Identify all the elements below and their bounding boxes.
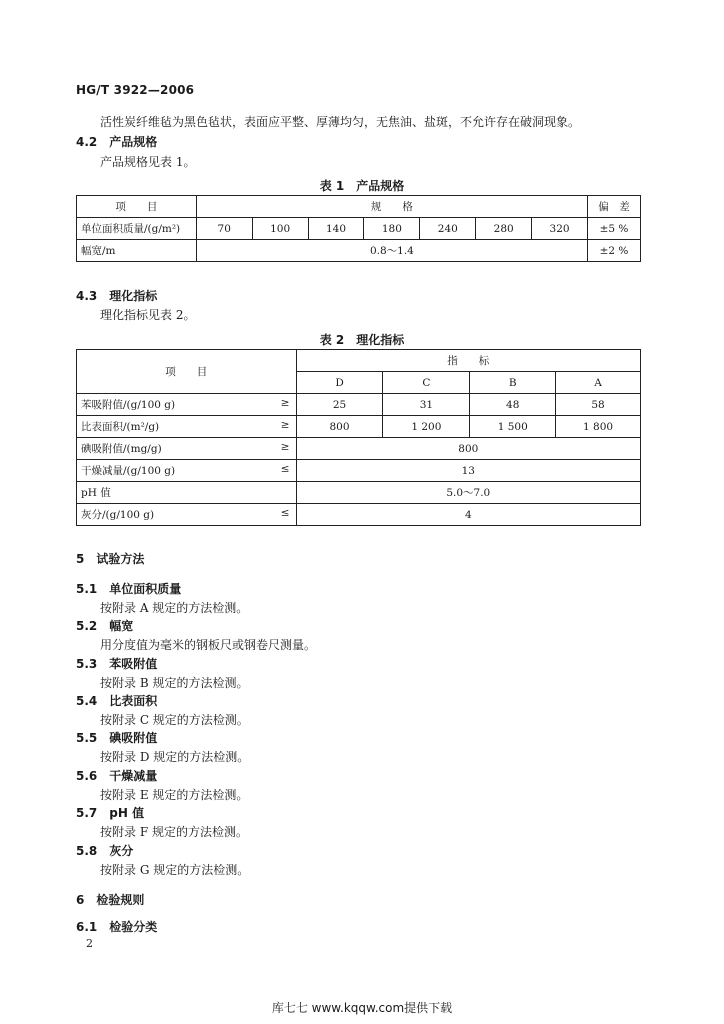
- section-4-3-heading: [76, 287, 157, 304]
- section-number: 5.7: [76, 806, 98, 820]
- table2-grade: D: [296, 372, 383, 394]
- section-5-4-text: 按附录 C 规定的方法检测。: [100, 713, 249, 727]
- table2-row-label: [77, 394, 297, 416]
- section-number: 4.3: [76, 289, 98, 303]
- section-5-8-heading: [76, 842, 133, 859]
- page-number: 2: [86, 937, 93, 950]
- document-code: HG/T 3922—2006: [76, 83, 195, 97]
- table2-header-item: 项 目: [77, 350, 297, 394]
- comparison-symbol: ≥: [280, 419, 290, 431]
- table2-cell: 1 200: [383, 416, 470, 438]
- table2-row-label: [77, 482, 297, 504]
- comparison-symbol: ≥: [280, 397, 290, 409]
- table1-header-item: 项 目: [77, 196, 197, 218]
- table2-cell: 58: [556, 394, 641, 416]
- table2-caption: 表 2 理化指标: [319, 333, 405, 347]
- table1-cell: 100: [252, 218, 308, 240]
- table2-cell: 13: [296, 460, 640, 482]
- section-number: 6.1: [76, 920, 98, 934]
- row-label-text: 灰分/(g/100 g): [81, 509, 155, 521]
- table1-cell: 180: [364, 218, 420, 240]
- table1-product-specs: [76, 195, 641, 262]
- section-title: 试验方法: [96, 552, 145, 566]
- section-5-2-heading: [76, 617, 133, 634]
- section-number: 5.1: [76, 582, 98, 596]
- table1-row-label: 幅宽/m: [77, 240, 197, 262]
- table1-cell: 140: [308, 218, 364, 240]
- section-4-2-text: 产品规格见表 1。: [100, 155, 196, 169]
- table1-cell-deviation: ±2 %: [588, 240, 641, 262]
- section-number: 5.3: [76, 657, 98, 671]
- table2-grade: B: [470, 372, 556, 394]
- section-4-3-text: 理化指标见表 2。: [100, 308, 196, 322]
- section-5-1-heading: [76, 580, 181, 597]
- comparison-symbol: ≤: [280, 507, 290, 519]
- section-5-5-text: 按附录 D 规定的方法检测。: [100, 750, 250, 764]
- section-title: 比表面积: [109, 694, 158, 708]
- section-number: 4.2: [76, 135, 98, 149]
- row-label-text: 苯吸附值/(g/100 g): [81, 399, 176, 411]
- table2-physicochemical: [76, 349, 641, 526]
- section-title: 单位面积质量: [109, 582, 182, 596]
- comparison-symbol: ≤: [280, 463, 290, 475]
- table2-grade: A: [556, 372, 641, 394]
- table2-row-label: [77, 504, 297, 526]
- row-label-text: 干燥减量/(g/100 g): [81, 465, 176, 477]
- table2-cell: 4: [296, 504, 640, 526]
- table2-cell: 800: [296, 438, 640, 460]
- section-title: 理化指标: [109, 289, 158, 303]
- section-number: 5.5: [76, 731, 98, 745]
- row-label-text: pH 值: [81, 487, 111, 499]
- section-5-7-text: 按附录 F 规定的方法检测。: [100, 825, 248, 839]
- section-5-7-heading: [76, 804, 144, 821]
- table2-row-label: [77, 460, 297, 482]
- section-title: 检验规则: [96, 893, 145, 907]
- section-6-1-heading: [76, 918, 157, 935]
- section-6-heading: [76, 891, 144, 908]
- table1-cell: 280: [476, 218, 532, 240]
- table2-grade: C: [383, 372, 470, 394]
- comparison-symbol: ≥: [280, 441, 290, 453]
- section-title: pH 值: [109, 806, 145, 820]
- download-footer: 库七七 www.kqqw.com提供下载: [271, 1001, 453, 1015]
- intro-paragraph: 活性炭纤维毡为黑色毡状，表面应平整、厚薄均匀，无焦油、盐斑，不允许存在破洞现象。: [100, 115, 581, 129]
- section-5-3-text: 按附录 B 规定的方法检测。: [100, 676, 249, 690]
- section-title: 干燥减量: [109, 769, 158, 783]
- table2-header-index: 指 标: [296, 350, 640, 372]
- section-title: 幅宽: [109, 619, 134, 633]
- table2-cell: 800: [296, 416, 383, 438]
- table2-cell: 48: [470, 394, 556, 416]
- table1-row-label: 单位面积质量/(g/m²): [77, 218, 197, 240]
- row-label-text: 比表面积/(m²/g): [81, 421, 160, 433]
- table1-cell: 0.8～1.4: [196, 240, 587, 262]
- section-5-5-heading: [76, 729, 157, 746]
- section-title: 检验分类: [109, 920, 158, 934]
- table2-cell: 1 800: [556, 416, 641, 438]
- table1-cell: 70: [196, 218, 252, 240]
- table1-header-spec: 规 格: [196, 196, 587, 218]
- section-5-6-heading: [76, 767, 157, 784]
- section-title: 产品规格: [109, 135, 158, 149]
- section-title: 苯吸附值: [109, 657, 158, 671]
- section-title: 碘吸附值: [109, 731, 158, 745]
- section-5-3-heading: [76, 655, 157, 672]
- section-5-heading: [76, 550, 144, 567]
- section-number: 5.4: [76, 694, 98, 708]
- section-number: 5: [76, 552, 85, 566]
- table1-cell: 320: [532, 218, 588, 240]
- section-5-4-heading: [76, 692, 157, 709]
- table1-cell-deviation: ±5 %: [588, 218, 641, 240]
- table2-cell: 5.0～7.0: [296, 482, 640, 504]
- section-5-2-text: 用分度值为毫米的钢板尺或钢卷尺测量。: [100, 638, 317, 652]
- section-number: 5.2: [76, 619, 98, 633]
- section-4-2-heading: [76, 133, 157, 150]
- table2-cell: 31: [383, 394, 470, 416]
- section-number: 6: [76, 893, 85, 907]
- table1-header-deviation: 偏 差: [588, 196, 641, 218]
- section-number: 5.8: [76, 844, 98, 858]
- section-5-8-text: 按附录 G 规定的方法检测。: [100, 863, 250, 877]
- section-5-1-text: 按附录 A 规定的方法检测。: [100, 601, 249, 615]
- table2-row-label: [77, 438, 297, 460]
- table1-caption: 表 1 产品规格: [319, 179, 405, 193]
- section-5-6-text: 按附录 E 规定的方法检测。: [100, 788, 249, 802]
- section-title: 灰分: [109, 844, 134, 858]
- table1-cell: 240: [420, 218, 476, 240]
- row-label-text: 碘吸附值/(mg/g): [81, 443, 162, 455]
- table2-cell: 25: [296, 394, 383, 416]
- table2-row-label: [77, 416, 297, 438]
- table2-cell: 1 500: [470, 416, 556, 438]
- section-number: 5.6: [76, 769, 98, 783]
